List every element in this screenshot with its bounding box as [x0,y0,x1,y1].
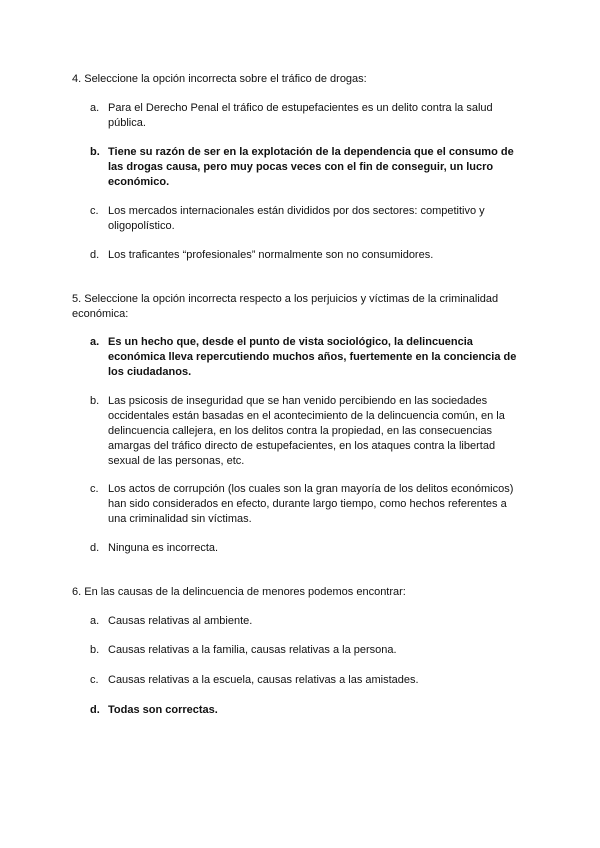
option-4d [90,248,520,263]
question-6 [72,585,532,600]
option-letter: a. [90,615,100,627]
option-text: Causas relativas al ambiente. [108,615,253,627]
option-letter: d. [90,542,100,554]
option-letter: b. [90,395,100,407]
option-6b [90,643,520,658]
option-4a [90,101,520,131]
option-text: Es un hecho que, desde el punto de vista sociológico, la delincuencia económica lleva repercutiendo muchos años, fuertemente en la conciencia de los ciudadanos. [108,336,517,378]
option-text: Las psicosis de inseguridad que se han venido percibiendo en las sociedades occidentales están basadas en el acontecimiento de la delincuencia común, en la delincuencia callejera, en los delitos contra la propiedad, en las consecuencias amargas del tráfico directo de estupefacientes, en los ataques contra la libertad sexual de las personas, etc. [108,395,505,467]
option-letter: a. [90,102,100,114]
option-text: Ninguna es incorrecta. [108,542,219,554]
question-5 [72,292,532,322]
option-4c [90,204,520,234]
option-text: Todas son correctas. [108,704,218,716]
option-letter: d. [90,249,100,261]
question-text: 6. En las causas de la delincuencia de menores podemos encontrar: [72,586,406,598]
option-text: Los mercados internacionales están divididos por dos sectores: competitivo y oligopolístico. [108,205,485,232]
question-4 [72,72,532,87]
option-text: Los traficantes “profesionales” normalmente son no consumidores. [108,249,434,261]
question-text: 5. Seleccione la opción incorrecta respecto a los perjuicios y víctimas de la criminalidad económica: [72,293,499,320]
option-text: Tiene su razón de ser en la explotación de la dependencia que el consumo de las drogas causa, pero muy pocas veces con el fin de conseguir, un lucro económico. [108,146,514,188]
option-5a [90,335,520,380]
option-letter: b. [90,644,100,656]
option-5d [90,541,520,556]
option-6c [90,673,520,688]
option-letter: b. [90,146,100,158]
option-letter: c. [90,674,99,686]
option-5b [90,394,520,469]
option-6a [90,614,520,629]
option-letter: a. [90,336,100,348]
option-text: Los actos de corrupción (los cuales son la gran mayoría de los delitos económicos) han sido considerados en efecto, durante largo tiempo, como hechos referentes a una criminalidad sin víctimas. [108,483,514,525]
option-letter: c. [90,205,99,217]
option-text: Para el Derecho Penal el tráfico de estupefacientes es un delito contra la salud pública. [108,102,493,129]
option-4b [90,145,520,190]
option-letter: d. [90,704,100,716]
option-text: Causas relativas a la familia, causas relativas a la persona. [108,644,397,656]
option-5c [90,482,520,527]
option-6d [90,703,520,718]
question-text: 4. Seleccione la opción incorrecta sobre el tráfico de drogas: [72,73,367,85]
option-letter: c. [90,483,99,495]
option-text: Causas relativas a la escuela, causas relativas a las amistades. [108,674,419,686]
